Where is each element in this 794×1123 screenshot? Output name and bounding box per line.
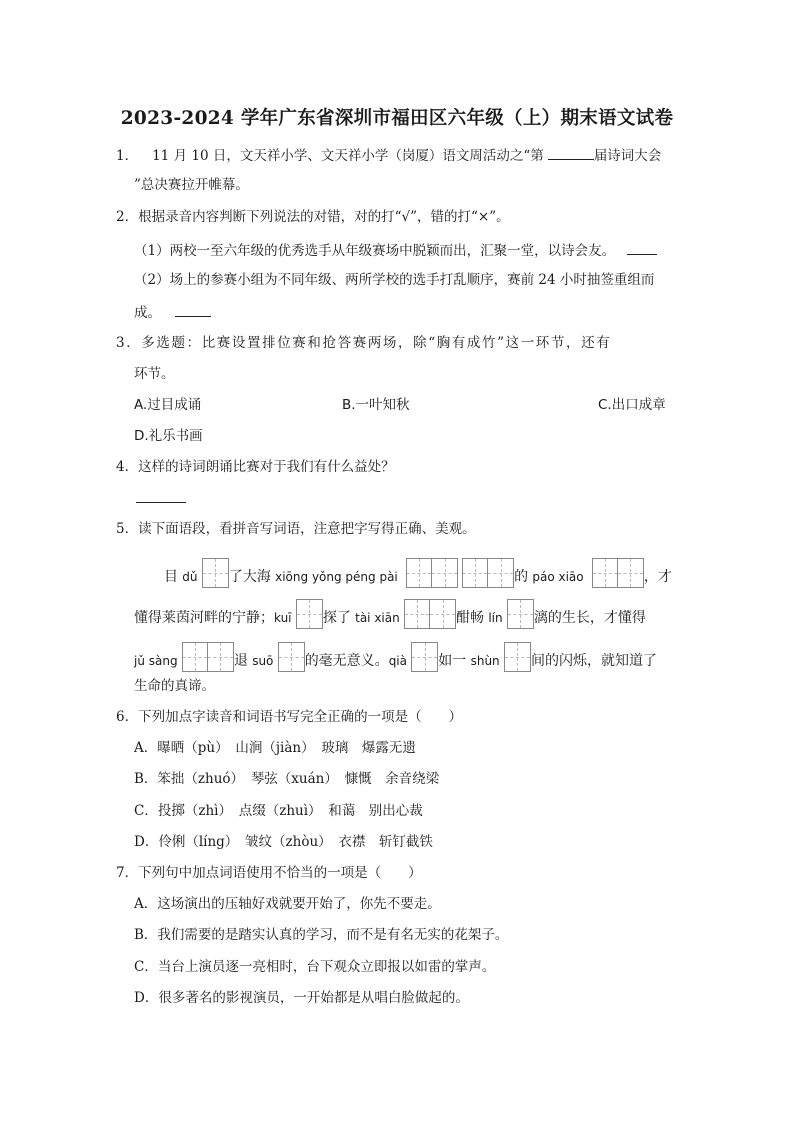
answer-blank[interactable] — [175, 302, 211, 317]
question-2-item-2-cont — [134, 302, 211, 322]
option-d[interactable]: D.礼乐书画 — [134, 428, 203, 444]
question-6 — [116, 708, 462, 726]
pinyin: qià — [388, 654, 407, 668]
question-5-line-3 — [134, 642, 657, 676]
pinyin: tài xiān — [355, 611, 400, 625]
word-text: ，才 — [643, 569, 672, 585]
question-5-line-4: 生命的真谛。 — [134, 678, 215, 694]
writing-grid[interactable] — [202, 558, 229, 588]
pinyin: lín — [488, 611, 503, 625]
option-c[interactable]: C.出口成章 — [598, 397, 666, 413]
answer-blank[interactable] — [136, 488, 186, 503]
writing-grid[interactable] — [182, 642, 234, 672]
word-text: 了大海 — [228, 569, 271, 585]
word-text: 的毫无意义。 — [304, 653, 389, 669]
writing-grid[interactable] — [296, 599, 323, 629]
question-2-item-2: （2）场上的参赛小组为不同年级、两所学校的选手打乱顺序，赛前 24 小时抽签重组而 — [134, 272, 655, 288]
pinyin: dǔ — [182, 570, 198, 584]
question-number: 4． — [116, 459, 139, 475]
question-2-text: 根据录音内容判断下列说法的对错，对的打“√”，错的打“×”。 — [138, 209, 510, 225]
option-a[interactable]: A.过目成诵 — [134, 397, 202, 413]
question-5-line-1 — [164, 558, 672, 592]
writing-grid[interactable] — [507, 599, 534, 629]
question-1 — [116, 145, 676, 165]
pinyin: jǔ sàng — [134, 654, 178, 668]
writing-grid[interactable] — [592, 558, 644, 588]
word-text: 酣畅 — [456, 610, 485, 626]
option-a[interactable]: A．曝晒（pù） 山涧（jiàn） 玻璃 爆露无遗 — [134, 740, 416, 756]
question-number: 1． — [116, 148, 139, 164]
item-text: （1）两校一至六年级的优秀选手从年级赛场中脱颖而出，汇聚一堂，以诗会友。 — [134, 243, 616, 259]
question-1-text: 11 月 10 日，文天祥小学、文天祥小学（岗厦）语文周活动之“第 — [152, 148, 544, 164]
writing-grid[interactable] — [278, 642, 305, 672]
question-3 — [116, 334, 611, 352]
question-6-text: 下列加点字读音和词语书写完全正确的一项是（ ） — [138, 709, 463, 725]
question-7-text: 下列句中加点词语使用不恰当的一项是（ ） — [138, 865, 422, 881]
pinyin: xiōng yǒng péng pài — [275, 570, 398, 584]
word-text: 探了 — [322, 610, 351, 626]
option-c[interactable]: C．投掷（zhì） 点缀（zhuì） 和蔼 别出心裁 — [134, 803, 423, 819]
writing-grid[interactable] — [404, 599, 456, 629]
answer-blank[interactable] — [548, 145, 594, 160]
question-7 — [116, 864, 422, 882]
question-4-text: 这样的诗词朗诵比赛对于我们有什么益处？ — [138, 459, 395, 475]
question-1-cont: ”总决赛拉开帷幕。 — [134, 177, 249, 193]
writing-grid[interactable] — [504, 642, 531, 672]
question-number: 3． — [116, 335, 142, 351]
word-text: 退 — [233, 653, 248, 669]
answer-blank[interactable] — [627, 240, 657, 255]
question-2-item-1 — [134, 240, 676, 260]
pinyin: kuī — [274, 611, 292, 625]
question-number: 5． — [116, 521, 139, 537]
exam-title: 2023-2024 学年广东省深圳市福田区六年级（上）期末语文试卷 — [120, 108, 674, 129]
question-1-text-b: 届诗词大会 — [593, 148, 662, 164]
question-5-line-2 — [134, 599, 646, 633]
option-b[interactable]: B.一叶知秋 — [342, 397, 410, 413]
option-c[interactable]: C．当台上演员逐一亮相时，台下观众立即报以如雷的掌声。 — [134, 959, 496, 975]
question-2 — [116, 208, 510, 226]
writing-grid[interactable] — [411, 642, 438, 672]
writing-grid[interactable] — [462, 558, 514, 588]
pinyin: suō — [252, 654, 274, 668]
question-5-text: 读下面语段，看拼音写词语，注意把字写得正确、美观。 — [138, 521, 476, 537]
word-text: 目 — [164, 569, 178, 585]
word-text: 漓的生长，才懂得 — [533, 610, 646, 626]
word-text: 间的闪烁，就知道了 — [530, 653, 657, 669]
item-text: 成。 — [134, 305, 161, 321]
writing-grid[interactable] — [406, 558, 458, 588]
question-number: 6． — [116, 709, 139, 725]
question-number: 7． — [116, 865, 139, 881]
option-a[interactable]: A．这场演出的压轴好戏就要开始了，你先不要走。 — [134, 896, 441, 912]
question-3-cont: 环节。 — [134, 366, 175, 382]
option-d[interactable]: D．很多著名的影视演员，一开始都是从唱白脸做起的。 — [134, 990, 469, 1006]
word-text: 如一 — [438, 653, 467, 669]
option-b[interactable]: B．笨拙（zhuó） 琴弦（xuán） 慷慨 余音绕梁 — [134, 771, 440, 787]
option-d[interactable]: D．伶俐（líng） 皱纹（zhòu） 衣襟 斩钉截铁 — [134, 834, 433, 850]
word-text: 的 — [514, 569, 529, 585]
option-b[interactable]: B．我们需要的是踏实认真的学习，而不是有名无实的花架子。 — [134, 927, 509, 943]
pinyin: páo xiāo — [532, 570, 584, 584]
pinyin: shùn — [470, 654, 500, 668]
question-4 — [116, 458, 395, 476]
question-3-text: 多选题：比赛设置排位赛和抢答赛两场，除“胸有成竹”这一环节，还有 — [141, 335, 612, 351]
word-text: 懂得莱茵河畔的宁静； — [134, 610, 274, 626]
question-4-answer — [136, 488, 186, 508]
question-number: 2． — [116, 209, 139, 225]
question-5 — [116, 520, 476, 538]
